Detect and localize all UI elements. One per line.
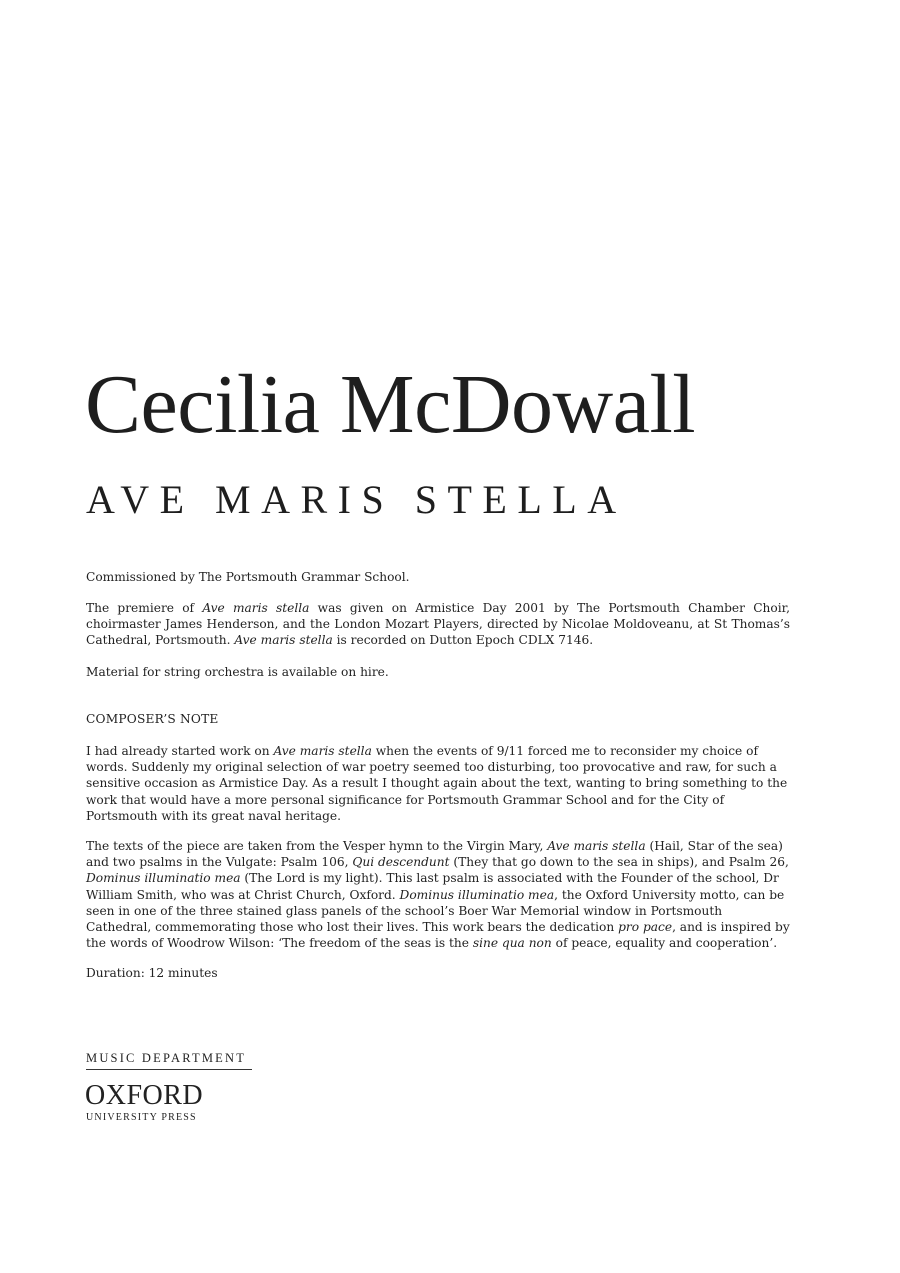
note-p2-text-3: (They that go down to the sea in ships), and Psalm 26, <box>449 855 789 870</box>
publisher-logo-oxford: OXFORD <box>85 1080 204 1111</box>
note-p2-italic-6: sine qua non <box>472 936 552 951</box>
note-p2-text-7: of peace, equality and cooperation’. <box>551 936 778 951</box>
note-p2-italic-1: Ave maris stella <box>547 839 646 853</box>
note-p2-italic-4: Dominus illuminatio mea <box>399 887 555 902</box>
premiere-work-title-1: Ave maris stella <box>202 601 310 615</box>
music-department-label: MUSIC DEPARTMENT <box>86 1051 247 1065</box>
note-p1-text-2: when the events of 9/11 forced me to reconsider my choice of words. Suddenly my original selection of war poetry seemed too disturbing, too provocative and raw, for such a sensitive occasion as Armistice Day. As a result I thought again about the text, wanting to bring something to the work that would have a more personal significance for Portsmouth Grammar School and for the City of Portsmouth with its great naval heritage. <box>86 744 788 823</box>
note-p2-text-1: The texts of the piece are taken from the Vesper hymn to the Virgin Mary, <box>86 839 548 853</box>
composers-note-heading: COMPOSER’S NOTE <box>86 712 219 726</box>
premiere-statement <box>86 600 790 649</box>
work-title: AVE MARIS STELLA <box>86 477 627 522</box>
note-p2-text-2: (Hail, Star of the sea) and two psalms in the Vulgate: Psalm 106, <box>86 839 783 870</box>
note-p2-italic-2: Qui descendunt <box>352 855 450 870</box>
commission-statement: Commissioned by The Portsmouth Grammar School. <box>86 570 410 584</box>
note-p2-italic-3: Dominus illuminatio mea <box>86 871 241 886</box>
composers-note-paragraph-2 <box>86 838 790 951</box>
premiere-text-3: is recorded on Dutton Epoch CDLX 7146. <box>332 633 594 648</box>
premiere-text-2: was given on Armistice Day 2001 by The Portsmouth Chamber Choir, choirmaster James Henderson, and the London Mozart Players, directed by Nicolae Moldoveanu, at St Thomas’s Cathedral, Portsmouth. <box>86 601 790 648</box>
note-p2-text-6: , and is inspired by the words of Woodrow Wilson: ‘The freedom of the seas is the <box>86 920 790 951</box>
material-statement: Material for string orchestra is available on hire. <box>86 665 389 679</box>
composers-note-paragraph-1 <box>86 743 790 824</box>
department-divider <box>86 1069 252 1070</box>
premiere-work-title-2: Ave maris stella <box>234 633 333 648</box>
premiere-text-1: The premiere of <box>86 601 203 615</box>
note-p2-italic-5: pro pace <box>618 920 673 935</box>
note-p1-text-1: I had already started work on <box>86 744 274 758</box>
duration: Duration: 12 minutes <box>86 966 218 980</box>
note-p2-text-5: , the Oxford University motto, can be seen in one of the three stained glass panels of the school’s Boer War Memorial window in Portsmouth Cathedral, commemorating those who lost their lives. This work bears the dedication <box>86 887 785 935</box>
note-p1-work-title: Ave maris stella <box>273 744 372 758</box>
publisher-logo-subtitle: UNIVERSITY PRESS <box>86 1112 197 1123</box>
composer-name: Cecilia McDowall <box>85 358 696 451</box>
note-p2-text-4: (The Lord is my light). This last psalm is associated with the Founder of the school, Dr William Smith, who was at Christ Church, Oxford. <box>86 871 779 902</box>
